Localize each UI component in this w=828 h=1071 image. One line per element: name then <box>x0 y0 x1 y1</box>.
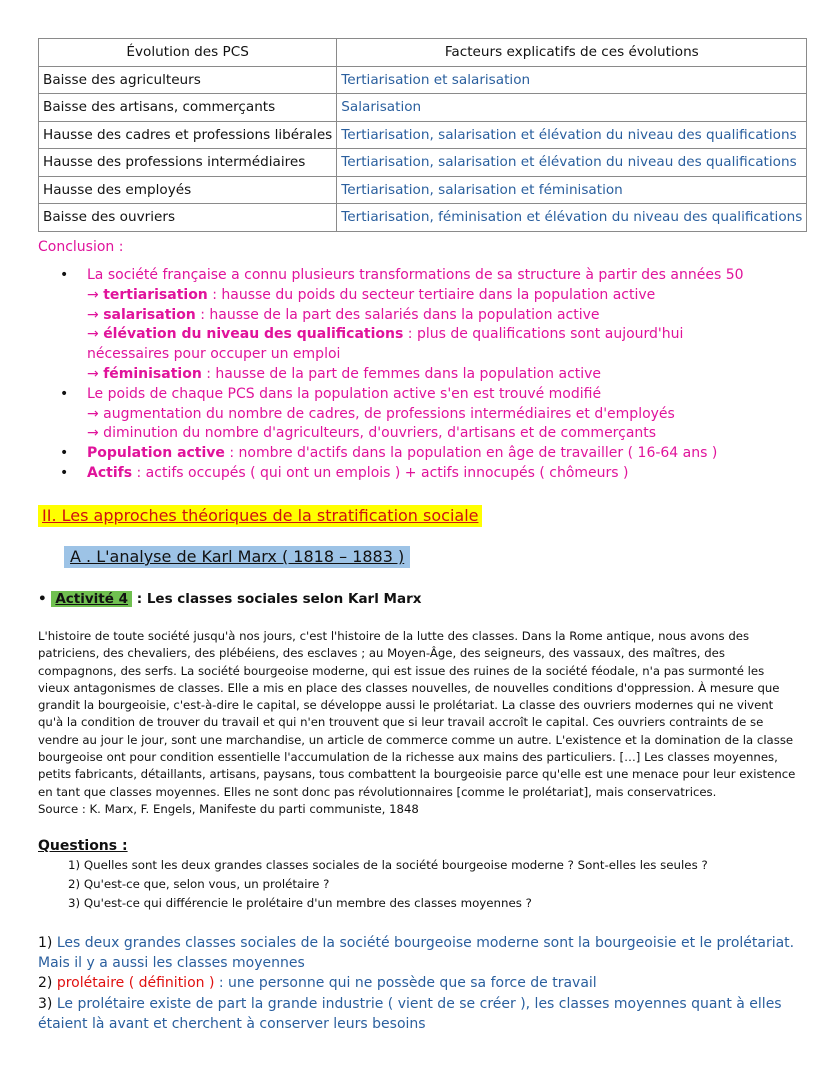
table-cell-evolution: Hausse des professions intermédiaires <box>39 149 337 177</box>
answer-term: prolétaire ( définition ) <box>56 975 215 992</box>
table-cell-evolution: Baisse des agriculteurs <box>39 66 337 94</box>
questions-heading: Questions : <box>38 838 128 854</box>
definition: : hausse de la part de femmes dans la population active <box>201 365 602 382</box>
definition: : plus de qualifications sont aujourd'hui nécessaires pour occuper un emploi <box>87 326 684 363</box>
term: Population active <box>87 445 225 462</box>
list-item <box>60 266 760 385</box>
arrow-icon: → <box>87 306 99 323</box>
subsection-heading: A . L'analyse de Karl Marx ( 1818 – 1883 ) <box>64 546 410 568</box>
arrow-icon: → <box>87 286 99 303</box>
question-item: 3) Qu'est-ce qui différencie le prolétaire d'un membre des classes moyennes ? <box>68 896 532 910</box>
sub-item <box>87 365 760 385</box>
table-cell-evolution: Baisse des ouvriers <box>39 204 337 232</box>
table-cell-factors: Salarisation <box>337 94 807 122</box>
table-row <box>39 176 807 204</box>
list-item <box>60 464 760 484</box>
answer-item <box>38 973 798 993</box>
sub-item: → diminution du nombre d'agriculteurs, d'ouvriers, d'artisans et de commerçants <box>87 425 657 442</box>
answer-number: 2) <box>38 975 57 992</box>
sub-item <box>87 286 760 306</box>
bullet-icon: • <box>60 445 69 462</box>
activity-badge: Activité 4 <box>51 591 132 607</box>
term: féminisation <box>103 365 202 382</box>
table-header-cell: Facteurs explicatifs de ces évolutions <box>337 39 807 67</box>
answer-item <box>38 994 798 1034</box>
table-cell-factors: Tertiarisation, salarisation et féminisation <box>337 176 807 204</box>
table-header-row <box>39 39 807 67</box>
question-item: 1) Quelles sont les deux grandes classes sociales de la société bourgeoise moderne ? Sont-elles les seules ? <box>68 858 708 872</box>
excerpt-body: L'histoire de toute société jusqu'à nos jours, c'est l'histoire de la lutte des classes. Dans la Rome antique, nous avons des patriciens, des chevaliers, des plébéiens, des esclaves ; au Moyen-Âge, des seigneurs, des vassaux, des maîtres, des compagnons, des serfs. La société bourgeoise moderne, qui est issue des ruines de la société féodale, n'a pas surmonté les vieux antagonismes de classes. Elle a mis en place des classes nouvelles, de nouvelles conditions d'oppression. À mesure que grandit la bourgeoisie, c'est-à-dire le capital, se développe aussi le prolétariat. La classe des ouvriers modernes qui ne vivent qu'à la condition de trouver du travail et qui n'en trouvent que si leur travail accroît le capital. Ces ouvriers contraints de se vendre au jour le jour, sont une marchandise, un article de commerce comme un autre. L'existence et la domination de la classe bourgeoise ont pour condition essentielle l'accumulation de la richesse aux mains des particuliers. […] Les classes moyennes, petits fabricants, détaillants, artisans, paysans, tous combattent la bourgeoisie parce qu'elle est une menace pour leur existence en tant que classes moyennes. Elles ne sont donc pas révolutionnaires [comme le prolétariat], mais conservatrices. <box>38 629 796 799</box>
bullet-icon: • <box>38 591 47 607</box>
section-heading: II. Les approches théoriques de la stratification sociale <box>38 505 482 527</box>
bullet-icon: • <box>60 385 69 402</box>
sub-item: → augmentation du nombre de cadres, de professions intermédiaires et d'employés <box>87 405 675 422</box>
table-row <box>39 149 807 177</box>
list-item <box>60 444 760 464</box>
conclusion-heading: Conclusion : <box>38 239 124 255</box>
pcs-evolution-table <box>38 38 807 232</box>
answer-text: : une personne qui ne possède que sa force de travail <box>214 975 597 992</box>
term: élévation du niveau des qualifications <box>103 326 404 343</box>
activity-heading <box>38 591 421 607</box>
term: Actifs <box>87 464 133 481</box>
table-cell-factors: Tertiarisation, féminisation et élévation du niveau des qualifications <box>337 204 807 232</box>
table-cell-evolution: Hausse des cadres et professions libérales <box>39 121 337 149</box>
sub-item <box>87 306 760 326</box>
table-cell-evolution: Hausse des employés <box>39 176 337 204</box>
bullet-icon: • <box>60 267 69 283</box>
table-cell-evolution: Baisse des artisans, commerçants <box>39 94 337 122</box>
table-row <box>39 204 807 232</box>
term: tertiarisation <box>103 286 208 303</box>
table-cell-factors: Tertiarisation et salarisation <box>337 66 807 94</box>
answer-item <box>38 933 798 973</box>
list-item <box>60 385 760 444</box>
table-cell-factors: Tertiarisation, salarisation et élévation du niveau des qualifications <box>337 121 807 149</box>
document-excerpt <box>38 628 798 818</box>
bullet-text: Le poids de chaque PCS dans la population active s'en est trouvé modifié <box>87 385 602 402</box>
sub-item <box>87 325 760 365</box>
answer-number: 1) <box>38 935 57 951</box>
definition: : nombre d'actifs dans la population en âge de travailler ( 16-64 ans ) <box>224 445 718 462</box>
answer-number: 3) <box>38 995 57 1012</box>
question-item: 2) Qu'est-ce que, selon vous, un prolétaire ? <box>68 877 330 891</box>
questions-list <box>68 856 708 913</box>
definition: : hausse du poids du secteur tertiaire dans la population active <box>207 286 656 303</box>
answer-text: Les deux grandes classes sociales de la société bourgeoise moderne sont la bourgeoisie et le prolétariat. Mais il y a aussi les classes moyennes <box>38 935 795 972</box>
activity-title: : Les classes sociales selon Karl Marx <box>132 591 422 607</box>
table-cell-factors: Tertiarisation, salarisation et élévation du niveau des qualifications <box>337 149 807 177</box>
table-row <box>39 66 807 94</box>
bullet-text: La société française a connu plusieurs transformations de sa structure à partir des années 50 <box>87 267 744 283</box>
definition: : hausse de la part des salariés dans la population active <box>195 306 600 323</box>
table-row <box>39 121 807 149</box>
definition: : actifs occupés ( qui ont un emplois ) + actifs innocupés ( chômeurs ) <box>132 464 629 481</box>
excerpt-source: Source : K. Marx, F. Engels, Manifeste du parti communiste, 1848 <box>38 801 419 816</box>
arrow-icon: → <box>87 326 99 343</box>
table-header-cell: Évolution des PCS <box>39 39 337 67</box>
conclusion-list <box>60 266 760 484</box>
term: salarisation <box>103 306 196 323</box>
answers-block <box>38 933 798 1034</box>
arrow-icon: → <box>87 365 99 382</box>
answer-text: Le prolétaire existe de part la grande industrie ( vient de se créer ), les classes moyennes quant à elles étaient là avant et cherchent à conserver leurs besoins <box>38 995 782 1032</box>
table-row <box>39 94 807 122</box>
bullet-icon: • <box>60 464 69 481</box>
